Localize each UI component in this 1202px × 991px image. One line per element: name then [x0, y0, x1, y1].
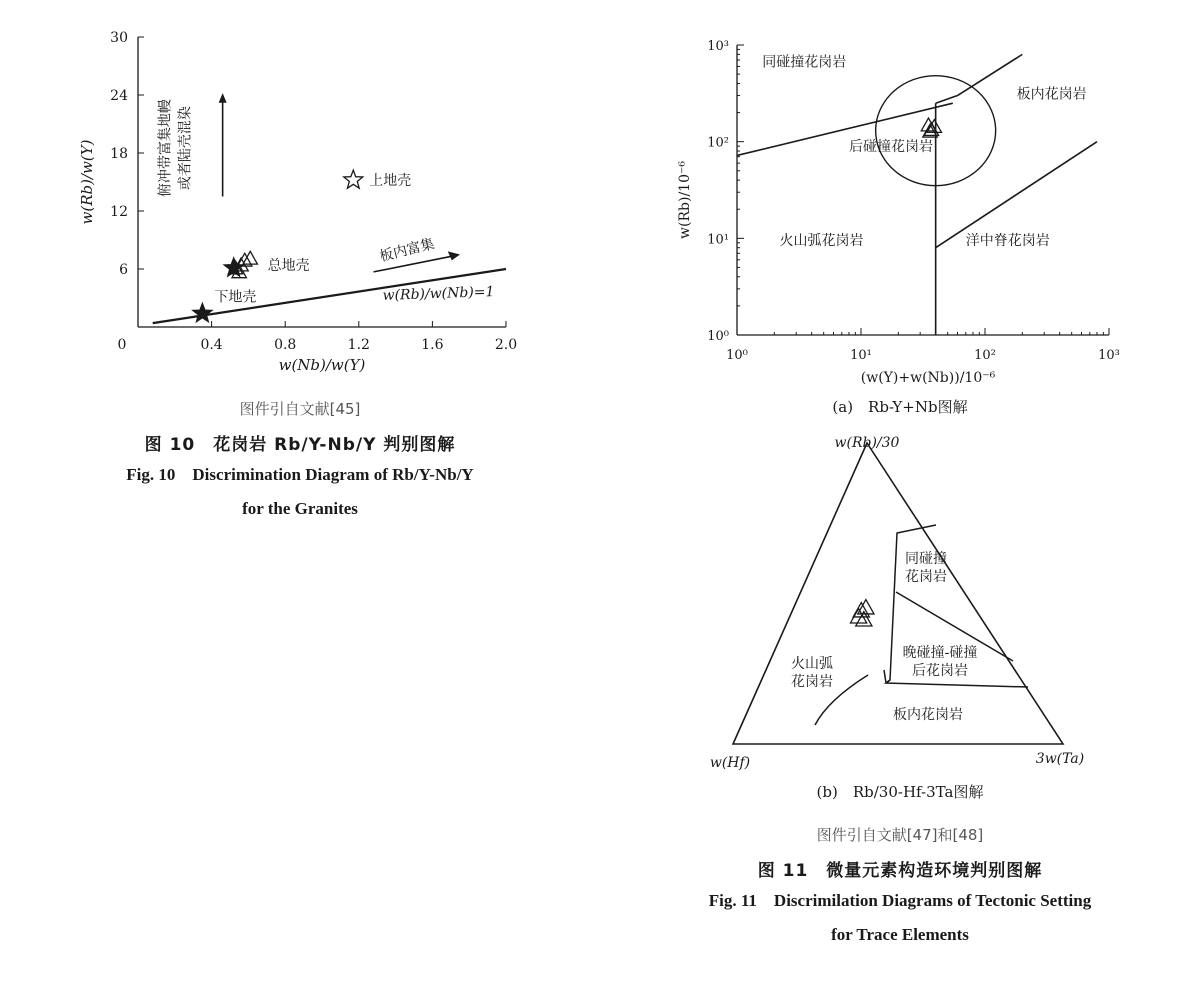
- fig10-reference-label: 下地壳: [214, 289, 257, 306]
- fig11b-field-label: 晚碰撞-碰撞: [902, 645, 978, 661]
- fig11a-x-tick-label: 10³: [1098, 348, 1120, 363]
- fig11a-x-tick-label: 10²: [974, 348, 996, 363]
- fig10-y-tick-label: 18: [110, 146, 128, 162]
- fig11a-chart: [670, 30, 1150, 390]
- fig10-source: 图件引自文献[45]: [239, 400, 361, 418]
- fig10-reference-label: 上地壳: [369, 173, 412, 190]
- fig11-source: 图件引自文献[47]和[48]: [816, 826, 984, 844]
- fig10-chart: [60, 20, 540, 390]
- fig11a-y-tick-label: 10³: [707, 39, 729, 54]
- fig11b-field-label: 花岗岩: [905, 569, 947, 585]
- fig10-x-tick-label: 1.2: [347, 337, 370, 353]
- fig10-x-tick-label: 0.8: [274, 337, 297, 353]
- fig11b-field-label: 板内花岗岩: [893, 707, 963, 723]
- fig10-x-tick-label: 1.6: [421, 337, 444, 353]
- fig10-y-axis-label: w(Rb)/w(Y): [78, 139, 96, 225]
- fig11b-chart: [700, 425, 1110, 780]
- fig11a-field-label: 后碰撞花岗岩: [848, 139, 933, 156]
- fig11a-y-tick-label: 10⁰: [707, 329, 729, 344]
- fig11b-apex-right: 3w(Ta): [1035, 751, 1085, 767]
- fig10-line-label: w(Rb)/w(Nb)=1: [382, 284, 495, 304]
- fig11b-apex-left: w(Hf): [709, 755, 751, 771]
- fig11a-field-label: 火山弧花岗岩: [779, 233, 864, 250]
- fig10-y-tick-label: 12: [110, 204, 128, 220]
- fig10-reference-label: 总地壳: [267, 258, 310, 275]
- fig10-x-tick-label: 0.4: [200, 337, 223, 353]
- fig10-sloped-arrow-label: 板内富集: [377, 236, 437, 266]
- fig10-star-marker: [344, 170, 363, 188]
- fig10-y-tick-label: 24: [110, 88, 128, 104]
- fig10-star-marker: [193, 304, 212, 322]
- fig10-caption-en-1: Fig. 10 Discrimination Diagram of Rb/Y-Nb/Y: [126, 465, 474, 484]
- fig11b-field-label: 花岗岩: [791, 674, 833, 690]
- fig10-vertical-arrow-head: [219, 93, 227, 103]
- fig10-axes: [78, 37, 506, 374]
- fig11b-field-label: 同碰撞: [905, 551, 947, 567]
- fig10-x-axis-label: w(Nb)/w(Y): [278, 356, 366, 374]
- fig11a-y-axis-label: w(Rb)/10⁻⁶: [677, 161, 693, 239]
- fig11b-field-label: 后花岗岩: [912, 663, 968, 679]
- fig11a-field-label: 洋中脊花岗岩: [965, 233, 1050, 250]
- fig11a-samples: [921, 118, 941, 137]
- fig11a-subcaption: (a) Rb-Y+Nb图解: [832, 398, 968, 416]
- fig11b-wpg-left-stub: [884, 670, 886, 683]
- fig10-y-tick-label: 30: [110, 30, 128, 46]
- fig11a-field-label: 板内花岗岩: [1016, 86, 1087, 103]
- fig10-y-tick-label: 6: [119, 262, 128, 278]
- fig11a-x-axis-label: (w(Y)+w(Nb))/10⁻⁶: [860, 370, 996, 386]
- fig11a-org-boundary: [936, 142, 1097, 248]
- fig10-vertical-arrow-label-1: 俯冲带富集地幔: [157, 99, 174, 198]
- fig11b-samples: [850, 600, 874, 626]
- fig11a-wpg-boundary-top: [957, 54, 1022, 95]
- fig10-annotations: [153, 93, 506, 323]
- fig11b-apex-top: w(Rb)/30: [834, 435, 900, 451]
- fig11a-field-label: 同碰撞花岗岩: [762, 54, 847, 71]
- fig11b-field-label: 火山弧: [791, 656, 833, 672]
- fig11b-subcaption: (b) Rb/30-Hf-3Ta图解: [816, 783, 984, 801]
- fig11b-labels: [710, 435, 1084, 771]
- fig11-caption-en-1: Fig. 11 Discrimilation Diagrams of Tectonic Setting: [708, 891, 1092, 910]
- fig11a-y-tick-label: 10²: [707, 135, 729, 151]
- fig11a-wpg-boundary-upper: [936, 96, 958, 104]
- fig10-caption-en-2: for the Granites: [242, 499, 358, 518]
- fig11a-x-tick-label: 10¹: [850, 348, 872, 363]
- fig10-caption-zh: 图 10 花岗岩 Rb/Y-Nb/Y 判别图解: [144, 435, 456, 455]
- fig11-caption-en-2: for Trace Elements: [831, 925, 969, 944]
- fig10-vertical-arrow-label-2: 或者陆壳混染: [177, 106, 194, 191]
- fig11a-y-tick-label: 10¹: [707, 232, 729, 248]
- fig11b-wpg-upper-boundary: [886, 680, 1028, 687]
- fig10-x-tick-label: 2.0: [494, 337, 518, 353]
- fig10-reference-points: [193, 170, 411, 322]
- fig10-x-tick-label: 0: [117, 337, 127, 353]
- fig11-caption-zh: 图 11 微量元素构造环境判别图解: [757, 861, 1043, 881]
- fig11a-field-labels: [762, 53, 1086, 249]
- fig11a-x-tick-label: 10⁰: [726, 348, 748, 363]
